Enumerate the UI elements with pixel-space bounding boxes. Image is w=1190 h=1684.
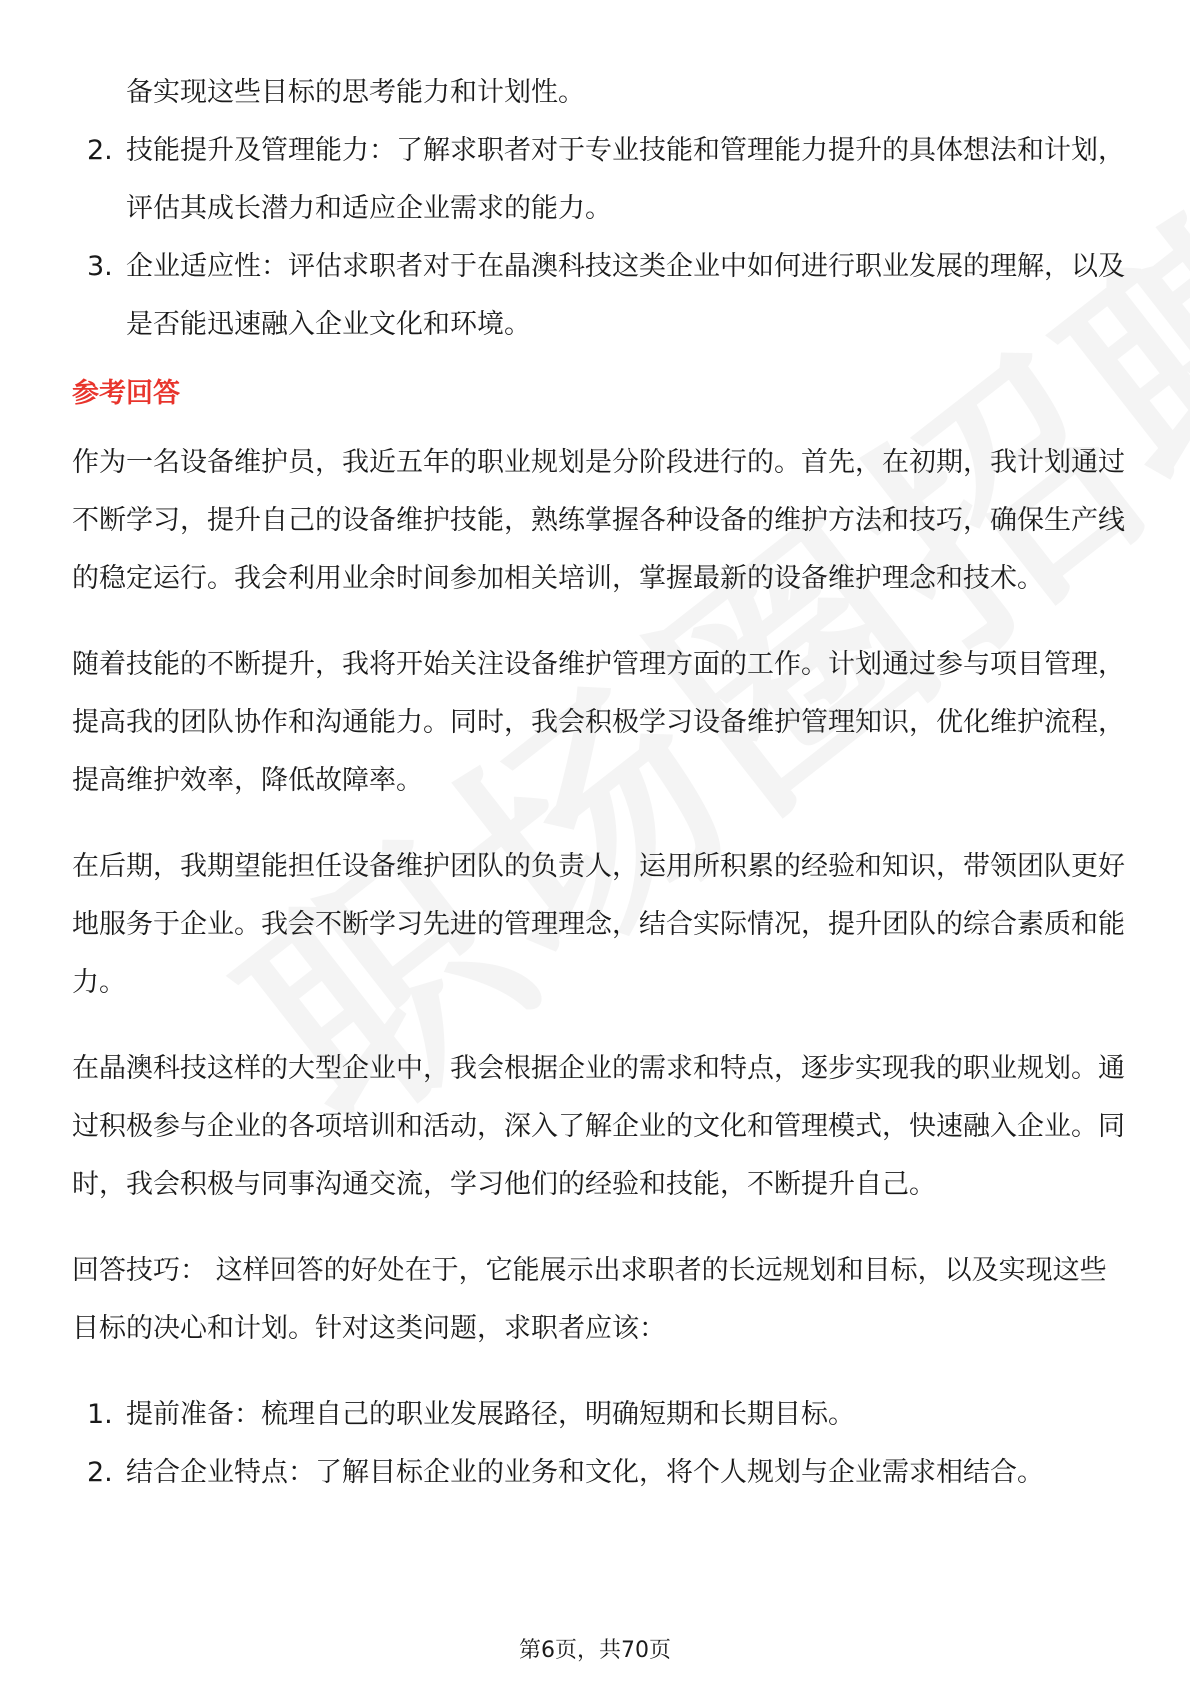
list-item-text: 提前准备：梳理自己的职业发展路径，明确短期和长期目标。 — [126, 1399, 855, 1430]
list-item — [72, 122, 1132, 238]
paragraph: 作为一名设备维护员，我近五年的职业规划是分阶段进行的。首先，在初期，我计划通过不断学习，提升自己的设备维护技能，熟练掌握各种设备的维护方法和技巧，确保生产线的稳定运行。我会利用业余时间参加相关培训，掌握最新的设备维护理念和技术。 — [72, 447, 1125, 594]
paragraph: 在后期，我期望能担任设备维护团队的负责人，运用所积累的经验和知识，带领团队更好地服务于企业。我会不断学习先进的管理理念，结合实际情况，提升团队的综合素质和能力。 — [72, 851, 1125, 998]
list-item — [72, 238, 1132, 354]
list-number: 2. — [87, 135, 113, 166]
list-number: 2. — [87, 1457, 113, 1488]
list-item-text: 结合企业特点：了解目标企业的业务和文化，将个人规划与企业需求相结合。 — [126, 1457, 1044, 1488]
list-item-continuation: 备实现这些目标的思考能力和计划性。 — [126, 77, 585, 108]
list-item — [72, 1444, 1132, 1502]
list-item-text: 企业适应性：评估求职者对于在晶澳科技这类企业中如何进行职业发展的理解，以及是否能迅速融入企业文化和环境。 — [126, 251, 1125, 340]
section-heading: 参考回答 — [72, 378, 180, 409]
list-number: 3. — [87, 251, 113, 282]
paragraph: 随着技能的不断提升，我将开始关注设备维护管理方面的工作。计划通过参与项目管理，提高我的团队协作和沟通能力。同时，我会积极学习设备维护管理知识，优化维护流程，提高维护效率，降低故障率。 — [72, 649, 1125, 796]
bottom-numbered-list — [72, 1386, 1132, 1502]
answer-tips-paragraph: 回答技巧： 这样回答的好处在于，它能展示出求职者的长远规划和目标，以及实现这些目标的决心和计划。针对这类问题，求职者应该： — [72, 1255, 1107, 1344]
page-footer: 第6页，共70页 — [519, 1638, 671, 1663]
list-item-text: 技能提升及管理能力：了解求职者对于专业技能和管理能力提升的具体想法和计划，评估其成长潜力和适应企业需求的能力。 — [126, 135, 1125, 224]
list-number: 1. — [87, 1399, 113, 1430]
paragraph: 在晶澳科技这样的大型企业中，我会根据企业的需求和特点，逐步实现我的职业规划。通过积极参与企业的各项培训和活动，深入了解企业的文化和管理模式，快速融入企业。同时，我会积极与同事沟通交流，学习他们的经验和技能，不断提升自己。 — [72, 1053, 1125, 1200]
list-item — [72, 1386, 1132, 1444]
top-numbered-list — [72, 122, 1132, 354]
page-content — [72, 64, 1132, 1502]
